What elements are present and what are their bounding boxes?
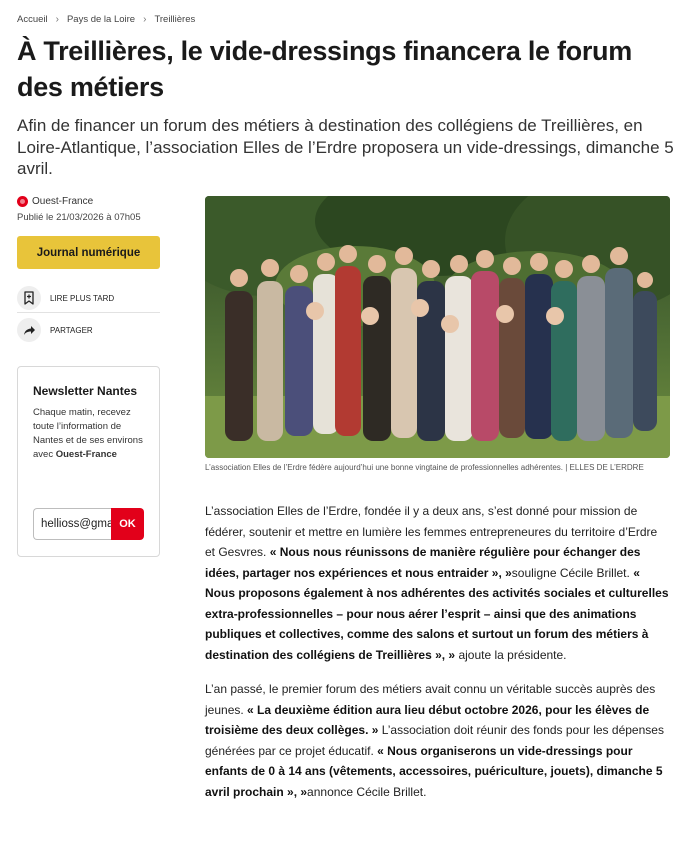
article-meta [17,196,162,223]
article-photo [205,196,670,458]
publish-date: Publié le 21/03/2026 à 07h05 [17,212,141,223]
breadcrumb-city[interactable]: Treillières [154,14,196,25]
newsletter-form [33,508,144,540]
page-title: À Treillières, le vide-dressings financera le forum des métiers [17,36,632,102]
share-label: PARTAGER [50,325,93,335]
newsletter-box [17,366,160,557]
source-name: Ouest-France [32,196,94,207]
read-later-button[interactable] [17,284,160,312]
newsletter-description: Chaque matin, recevez toute l’information de Nantes et de ses environs avec Ouest-France [33,407,143,460]
breadcrumb-home[interactable]: Accueil [17,14,48,25]
article-paragraph: L’an passé, le premier forum des métiers avait connu un véritable succès auprès des jeunes. « La deuxième édition aura lieu début octobre 2026, pour les élèves de troisième des deux collèges. » L’association doit réunir des fonds pour les dépenses générées par ce projet éducatif. « Nous organiserons un vide-dressings pour enfants de 0 à 14 ans (vêtements, accessoires, puériculture, jouets), dimanche 5 avril prochain », »annonce Cécile Brillet. [205,682,664,799]
chevron-right-icon: › [143,14,147,25]
article-lead: Afin de financer un forum des métiers à destination des collégiens de Treillières, en Loire-Atlantique, l’association Elles de l’Erdre proposera un vide-dressings, dimanche 5 avril. [17,116,674,178]
ouest-france-logo-icon [17,196,28,207]
share-button[interactable] [17,316,160,344]
journal-numerique-button[interactable]: Journal numérique [17,236,160,269]
source-row [17,196,162,207]
newsletter-title: Newsletter Nantes [33,384,138,398]
article-paragraph: L’association Elles de l’Erdre, fondée il y a deux ans, s’est donné pour mission de fédérer, soutenir et mettre en lumière les femmes entrepreneures du territoire d’Erdre et Gesvres. « Nous nous réunissons de manière régulière pour échanger des idées, partager nos expériences et nous entraider », »souligne Cécile Brillet. « Nous proposons également à nos adhérentes des activités sociales et culturelles extra-professionnelles – pour nous aérer l’esprit – ainsi que des animations publiques et collectives, comme des salons et surtout un forum des métiers à destination des collégiens de Treillières », » ajoute la présidente. [205,504,669,662]
newsletter-submit-button[interactable]: OK [111,508,144,540]
group-photo-illustration [205,196,670,458]
article-body [205,501,670,816]
share-arrow-icon [17,318,41,342]
breadcrumb-region[interactable]: Pays de la Loire [66,14,136,25]
breadcrumb [17,14,195,25]
divider [17,312,160,313]
chevron-right-icon: › [55,14,59,25]
bookmark-plus-icon [17,286,41,310]
newsletter-brand: Ouest-France [55,449,117,460]
newsletter-email-input[interactable] [33,508,111,540]
photo-caption: L’association Elles de l’Erdre fédère aujourd’hui une bonne vingtaine de professionnelles adhérentes. | ELLES DE L’ERDRE [205,463,644,472]
read-later-label: LIRE PLUS TARD [50,293,115,303]
